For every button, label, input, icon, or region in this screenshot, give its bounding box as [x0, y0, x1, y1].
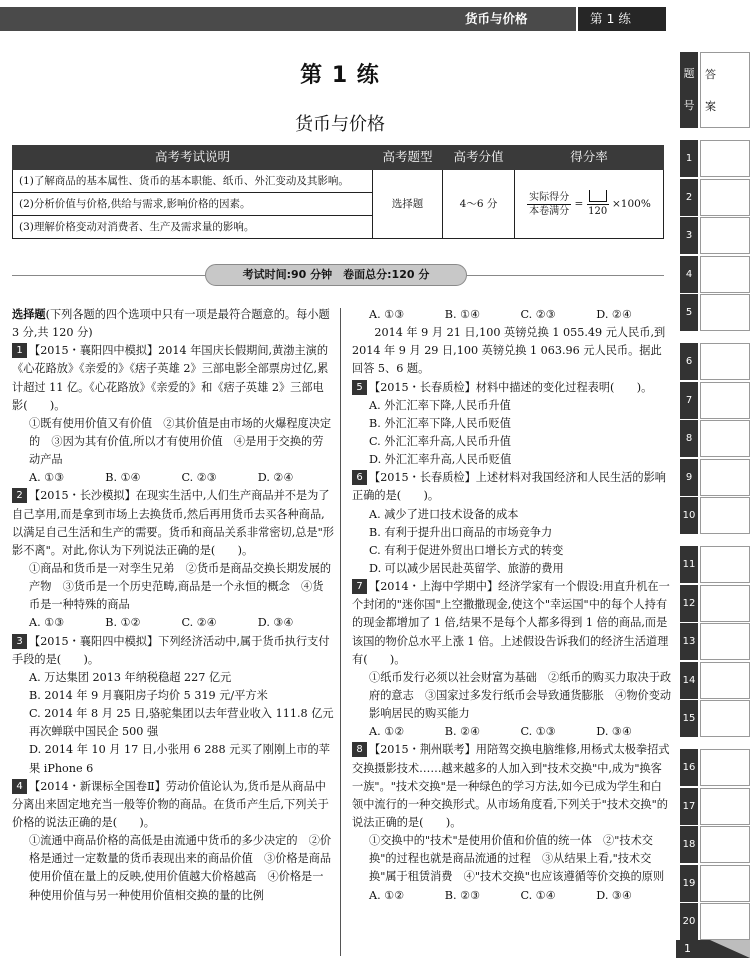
answer-options	[12, 469, 334, 487]
answer-grid	[680, 52, 750, 927]
right-column	[352, 306, 672, 905]
question-number: 1	[12, 343, 27, 358]
option: A. ①③	[29, 471, 65, 485]
score-range: 4～6 分	[443, 170, 515, 239]
option: A. 减少了进口技术设备的成本	[369, 507, 519, 521]
answer-cell[interactable]	[680, 179, 750, 216]
statements: ①纸币发行必须以社会财富为基础 ②纸币的购买力取决于政府的意志 ③国家过多发行纸币会导致通货膨胀 ④物价变动影响居民的购买能力	[369, 670, 672, 721]
answer-blank[interactable]	[700, 585, 750, 622]
answer-cell-number: 18	[680, 826, 698, 863]
option: D. ②④	[257, 471, 294, 485]
answer-blank[interactable]	[700, 788, 750, 825]
question-6: 6 【2015・长春质检】上述材料对我国经济和人民生活的影响正确的是( )。	[352, 471, 666, 503]
option: A. ①③	[29, 616, 65, 630]
table-header: 得分率	[515, 146, 664, 170]
requirement-3: (3)理解价格变动对消费者、生产及需求量的影响。	[13, 216, 373, 239]
answer-cell[interactable]	[680, 497, 750, 534]
answer-cell-number: 4	[680, 256, 698, 293]
option: B. 有利于提升出口商品的市场竞争力	[369, 525, 553, 539]
option: B. 外汇汇率下降,人民币贬值	[369, 416, 511, 430]
question-4: 4 【2014・新课标全国卷Ⅱ】劳动价值论认为,货币是从商品中分离出来固定地充当一般等价物的商品。在货币产生后,下列关于价格的说法正确的是( )。	[12, 779, 329, 829]
answer-options	[352, 887, 672, 905]
answer-cell-number: 9	[680, 459, 698, 496]
answer-cell[interactable]	[680, 294, 750, 331]
answer-cell[interactable]	[680, 585, 750, 622]
option: C. 有利于促进外贸出口增长方式的转变	[369, 543, 564, 557]
answer-cell-number: 1	[680, 140, 698, 177]
answer-cell-number: 2	[680, 179, 698, 216]
answer-blank[interactable]	[700, 903, 750, 940]
option: C. ②③	[181, 471, 217, 485]
answer-cell[interactable]	[680, 343, 750, 380]
instructions: 选择题(下列各题的四个选项中只有一项是最符合题意的。每小题 3 分,共 120 分)	[12, 308, 330, 340]
answer-cell[interactable]	[680, 826, 750, 863]
option: C. ②③	[520, 308, 556, 321]
answer-cell-number: 3	[680, 217, 698, 254]
answer-cell[interactable]	[680, 662, 750, 699]
answer-cell-number: 5	[680, 294, 698, 331]
answer-cell-number: 6	[680, 343, 698, 380]
answer-blank[interactable]	[700, 140, 750, 177]
answer-blank[interactable]	[700, 826, 750, 863]
answer-blank[interactable]	[700, 459, 750, 496]
answer-cell[interactable]	[680, 459, 750, 496]
answer-blank[interactable]	[700, 420, 750, 457]
option: A. ①②	[369, 888, 405, 902]
answer-cell-number: 11	[680, 546, 698, 583]
option: D. 可以减少居民赴英留学、旅游的费用	[369, 561, 564, 575]
question-number: 6	[352, 470, 367, 485]
question-type: 选择题	[373, 170, 443, 239]
option: D. ③④	[257, 616, 294, 630]
question-7: 7 【2014・上海中学期中】经济学家有一个假设:用直升机在一个封闭的"迷你国"上空撒撒现金,使这个"幸运国"中的每个人持有的现金都增加了 1 倍,结果不是每个人都多得到 1 倍的商品,而是该国的物价总水平上涨 1 倍。上述假设告诉我们的经济生活道理有( )。	[352, 580, 670, 666]
option: A. 外汇汇率下降,人民币升值	[369, 398, 511, 412]
answer-blank[interactable]	[700, 497, 750, 534]
answer-cell[interactable]	[680, 382, 750, 419]
option: A. ①③	[369, 308, 405, 321]
answer-blank[interactable]	[700, 179, 750, 216]
answer-cell-number: 17	[680, 788, 698, 825]
answer-options	[12, 614, 334, 632]
answer-blank[interactable]	[700, 343, 750, 380]
option: D. ③④	[596, 888, 632, 902]
page-number: 1	[684, 942, 691, 955]
answer-cell-number: 10	[680, 497, 698, 534]
answer-blank[interactable]	[700, 662, 750, 699]
answer-cell[interactable]	[680, 865, 750, 902]
score-rate-formula: $\frac{\text{实际得分}}{\text{本卷满分}}$ = 120 ×100%	[515, 170, 664, 239]
option: D. ②④	[596, 308, 632, 321]
answer-cell-number: 14	[680, 662, 698, 699]
answer-cell-number: 7	[680, 382, 698, 419]
answer-cell-number: 16	[680, 749, 698, 786]
answer-cell[interactable]	[680, 788, 750, 825]
answer-options	[352, 723, 672, 741]
header-lesson: 第 1 练	[578, 7, 666, 31]
answer-cell[interactable]	[680, 623, 750, 660]
answer-cell-number: 15	[680, 700, 698, 737]
answer-cell-number: 12	[680, 585, 698, 622]
question-3: 3 【2015・襄阳四中模拟】下列经济活动中,属于货币执行支付手段的是( )。	[12, 634, 330, 666]
answer-blank[interactable]	[700, 749, 750, 786]
question-number: 5	[352, 380, 367, 395]
answer-cell[interactable]	[680, 420, 750, 457]
answer-cell-number: 13	[680, 623, 698, 660]
answer-cell[interactable]	[680, 749, 750, 786]
left-column	[12, 306, 334, 905]
answer-cell-number: 8	[680, 420, 698, 457]
option: C. 外汇汇率升高,人民币升值	[369, 434, 511, 448]
option: A. 万达集团 2013 年纳税稳超 227 亿元	[29, 670, 232, 684]
answer-blank[interactable]	[700, 217, 750, 254]
answer-blank[interactable]	[700, 382, 750, 419]
divider	[467, 275, 664, 276]
requirement-2: (2)分析价值与价格,供给与需求,影响价格的因素。	[13, 193, 373, 216]
table-header: 高考考试说明	[13, 146, 373, 170]
question-number: 8	[352, 742, 367, 757]
answer-blank[interactable]	[700, 700, 750, 737]
page-title: 第 1 练	[300, 63, 380, 88]
option: B. ②③	[444, 888, 481, 902]
answer-cell[interactable]	[680, 256, 750, 293]
answer-options	[352, 306, 672, 324]
option: C. ②④	[181, 616, 217, 630]
answer-blank[interactable]	[700, 294, 750, 331]
option: D. 外汇汇率升高,人民币贬值	[369, 453, 512, 467]
page-subtitle: 货币与价格	[295, 114, 385, 135]
question-number: 7	[352, 579, 367, 594]
option: B. 2014 年 9 月襄阳房子均价 5 319 元/平方米	[29, 688, 268, 702]
statements: ①交换中的"技术"是使用价值和价值的统一体 ②"技术交换"的过程也就是商品流通的过程 ③从结果上看,"技术交换"属于租赁消费 ④"技术交换"也应该遵循等价交换的原则	[369, 834, 665, 884]
option: C. ①④	[520, 888, 556, 902]
answer-cell[interactable]	[680, 700, 750, 737]
question-number: 4	[12, 779, 27, 794]
question-number: 3	[12, 634, 27, 649]
option: B. ①②	[105, 616, 141, 630]
statements: ①流通中商品价格的高低是由流通中货币的多少决定的 ②价格是通过一定数量的货币表现出来的商品价值 ③价格是商品使用价值在量上的反映,使用价值越大价格越高 ④价格是一种使用价值与另一种使用价值相交换的量的比例	[29, 834, 332, 902]
requirement-1: (1)了解商品的基本属性、货币的基本职能、纸币、外汇变动及其影响。	[13, 170, 373, 193]
question-8: 8 【2015・荆州联考】用陪驾交换电脑维修,用杨式太极拳招式交换摄影技术……越来越多的人加入到"技术交换"中,成为"换客一族"。"技术交换"是一种绿色的学习方法,如今已成为学生和白领中流行的一种交换形式。从市场角度看,下列关于"技术交换"的说法正确的是( )。	[352, 743, 670, 829]
answer-blank[interactable]	[700, 865, 750, 902]
divider	[12, 275, 205, 276]
header-topic: 货币与价格	[465, 11, 528, 26]
statements: ①商品和货币是一对孪生兄弟 ②货币是商品交换长期发展的产物 ③货币是一个历史范畴,商品是一个永恒的概念 ④货币是一种特殊的商品	[29, 561, 332, 612]
table-header: 高考分值	[443, 146, 515, 170]
option: D. 2014 年 10 月 17 日,小张用 6 288 元买了刚刚上市的苹果 iPhone 6	[29, 743, 330, 775]
option: B. ②④	[444, 725, 481, 739]
answer-blank[interactable]	[700, 546, 750, 583]
blank-box	[589, 190, 607, 202]
question-2: 2 【2015・长沙模拟】在现实生活中,人们生产商品并不是为了自己享用,而是拿到市场上去换货币,然后再用货币去买各种商品,以满足自己生活和生产的需要。货币和商品关系非常密切,总是"形影不离"。对此,你认为下列说法正确的是( )。	[12, 489, 334, 557]
answer-cell[interactable]	[680, 546, 750, 583]
option: D. ③④	[596, 725, 632, 739]
material-text: 2014 年 9 月 21 日,100 英镑兑换 1 055.49 元人民币,到 2014 年 9 月 29 日,100 英镑兑换 1 063.96 元人民币。据此回答 5、6 题。	[352, 326, 666, 376]
option: B. ①④	[105, 471, 141, 485]
answer-cell-number: 20	[680, 903, 698, 940]
question-5: 5 【2015・长春质检】材料中描述的变化过程表明( )。	[352, 379, 672, 397]
answer-cell-number: 19	[680, 865, 698, 902]
answer-grid-header: 题 号 答 案	[680, 52, 750, 128]
option: C. ①③	[520, 725, 556, 739]
option: A. ①②	[369, 725, 405, 739]
answer-cell[interactable]	[680, 217, 750, 254]
question-1: 1 【2015・襄阳四中模拟】2014 年国庆长假期间,黄渤主演的《心花路放》《亲爱的》《痞子英雄 2》三部电影全部票房过亿,累计超过 11 亿。《心花路放》《亲爱的》和《痞子英雄 2》三部电影( )。	[12, 344, 329, 412]
answer-blank[interactable]	[700, 256, 750, 293]
answer-blank[interactable]	[700, 623, 750, 660]
answer-cell[interactable]	[680, 903, 750, 940]
question-number: 2	[12, 488, 27, 503]
option: B. ①④	[444, 308, 481, 321]
statements: ①既有使用价值又有价值 ②其价值是由市场的火爆程度决定的 ③因为其有价值,所以才有使用价值 ④是用于交换的劳动产品	[29, 416, 332, 467]
exam-time-badge: 考试时间:90 分钟 卷面总分:120 分	[205, 264, 467, 286]
option: C. 2014 年 8 月 25 日,骆驼集团以去年营业收入 111.8 亿元再次蝉联中国民企 500 强	[29, 707, 334, 739]
table-header: 高考题型	[373, 146, 443, 170]
column-divider	[340, 308, 341, 956]
exam-info-table	[12, 145, 664, 239]
answer-cell[interactable]	[680, 140, 750, 177]
